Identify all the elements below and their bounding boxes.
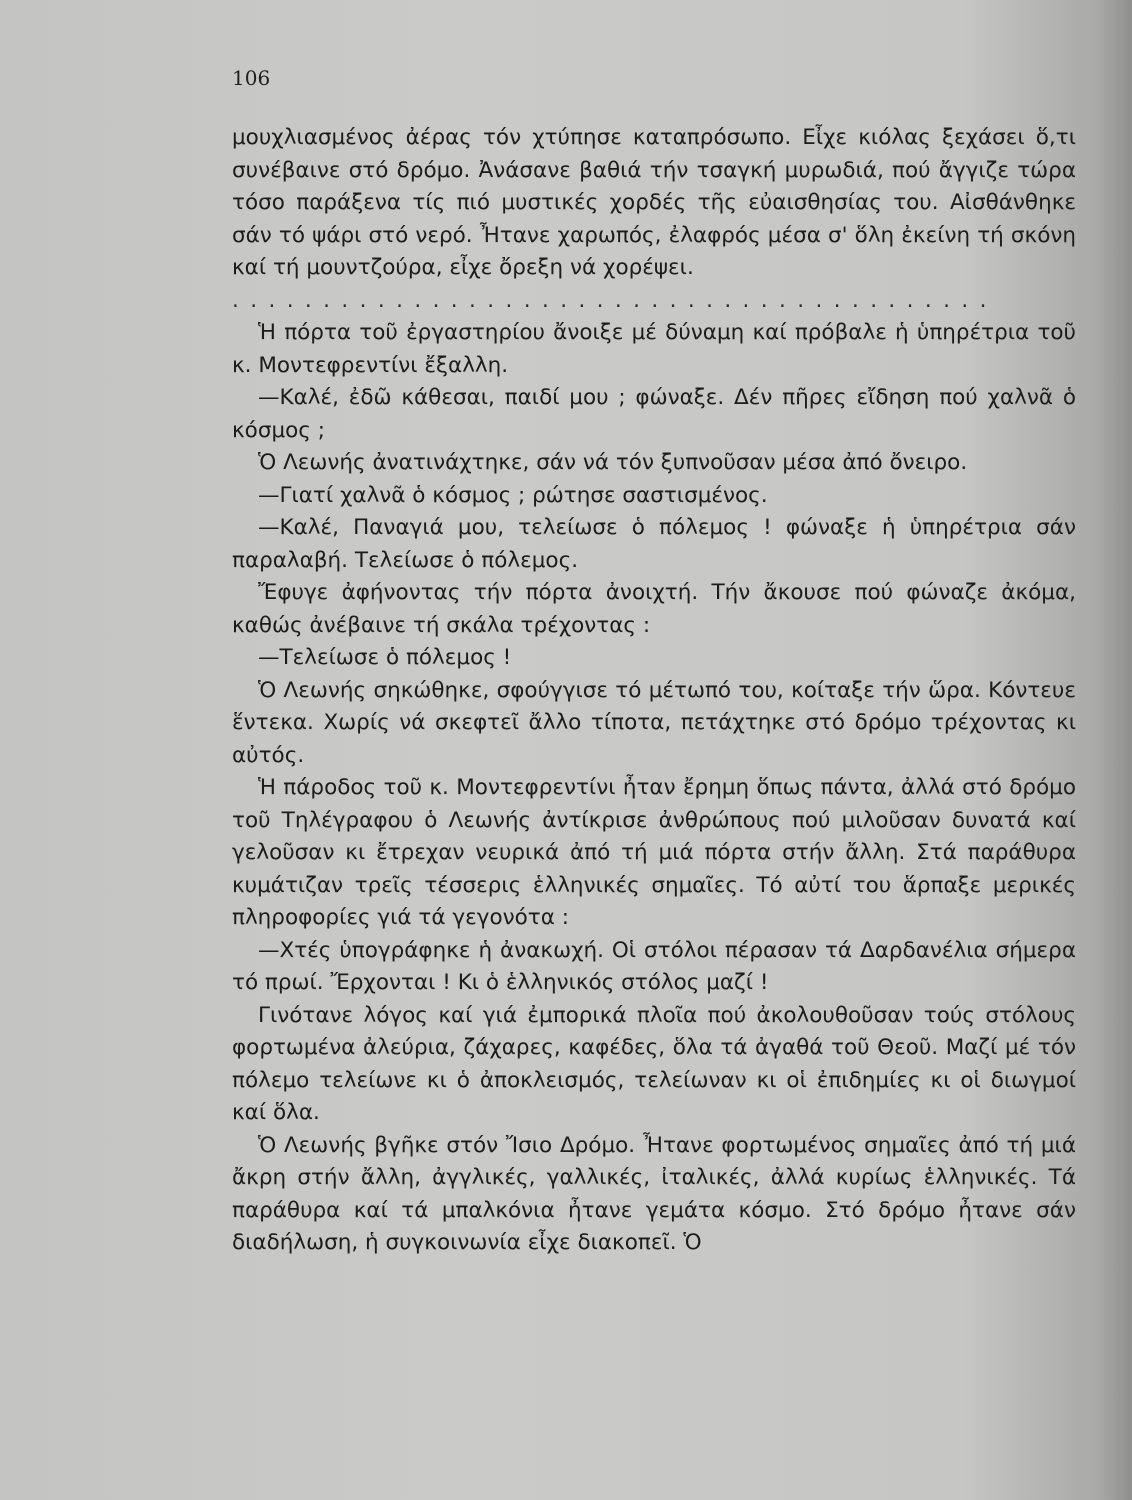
dialogue-line: —Καλέ, Παναγιά μου, τελείωσε ὁ πόλεμος ! φώναξε ἡ ὑπηρέτρια σάν παραλαβή. Τελείωσε ὁ πόλεμος. [232, 515, 1076, 573]
dialogue-line: —Γιατί χαλνᾶ ὁ κόσμος ; ρώτησε σαστισμένος. [258, 482, 768, 508]
paragraph: Ὁ Λεωνής σηκώθηκε, σφούγγισε τό μέτωπό του, κοίταξε τήν ὥρα. Κόντευε ἕντεκα. Χωρίς νά σκεφτεῖ ἄλλο τίποτα, πετάχτηκε στό δρόμο τρέχοντας κι αὐτός. [232, 677, 1076, 768]
paragraph: Ἡ πάροδος τοῦ κ. Μοντεφρεντίνι ἦταν ἔρημη ὅπως πάντα, ἀλλά στό δρόμο τοῦ Τηλέγραφου ὁ Λεωνής ἀντίκρισε ἀνθρώπους πού μιλοῦσαν δυνατά καί γελοῦσαν κι ἔτρεχαν νευρικά ἀπό τή μιά πόρτα στήν ἄλλη. Στά παράθυρα κυμάτιζαν τρεῖς τέσσερις ἑλληνικές σημαῖες. Τό αὐτί του ἅρπαξε μερικές πληροφορίες γιά τά γεγονότα : [232, 775, 1076, 930]
paragraph: Ὁ Λεωνής βγῆκε στόν Ἴσιο Δρόμο. Ἦτανε φορτωμένος σημαῖες ἀπό τή μιά ἄκρη στήν ἄλλη, ἀγγλικές, γαλλικές, ἰταλικές, ἀλλά κυρίως ἑλληνικές. Τά παράθυρα καί τά μπαλκόνια ἦτανε γεμάτα κόσμο. Στό δρόμο ἦτανε σάν διαδήλωση, ἡ συγκοινωνία εἶχε διακοπεῖ. Ὁ [232, 1132, 1076, 1255]
page-number: 106 [232, 66, 271, 90]
dialogue-line: —Χτές ὑπογράφηκε ἡ ἀνακωχή. Οἱ στόλοι πέρασαν τά Δαρδανέλια σήμερα τό πρωί. Ἔρχονται ! Κι ὁ ἑλληνικός στόλος μαζί ! [232, 937, 1076, 995]
section-break-dots: .......................................... [232, 287, 998, 313]
paragraph: Ἔφυγε ἀφήνοντας τήν πόρτα ἀνοιχτή. Τήν ἄκουσε πού φώναζε ἀκόμα, καθώς ἀνέβαινε τή σκάλα τρέχοντας : [232, 580, 1076, 638]
dialogue-line: —Καλέ, ἐδῶ κάθεσαι, παιδί μου ; φώναξε. Δέν πῆρες εἴδηση πού χαλνᾶ ὁ κόσμος ; [232, 385, 1076, 443]
body-text [232, 122, 1076, 1260]
paragraph: Γινότανε λόγος καί γιά ἐμπορικά πλοῖα πού ἀκολουθοῦσαν τούς στόλους φορτωμένα ἀλεύρια, ζάχαρες, καφέδες, ὅλα τά ἀγαθά τοῦ Θεοῦ. Μαζί μέ τόν πόλεμο τελείωνε κι ὁ ἀποκλεισμός, τελείωναν κι οἱ ἐπιδημίες κι οἱ διωγμοί καί ὅλα. [232, 1002, 1076, 1125]
paragraph-continued: μουχλιασμένος ἀέρας τόν χτύπησε καταπρόσωπο. Εἶχε κιόλας ξεχάσει ὅ,τι συνέβαινε στό δρόμο. Ἀνάσανε βαθιά τήν τσαγκή μυρωδιά, πού ἄγγιζε τώρα τόσο παράξενα τίς πιό μυστικές χορδές τῆς εὐαισθησίας του. Αἰσθάνθηκε σάν τό ψάρι στό νερό. Ἦτανε χαρωπός, ἐλαφρός μέσα σ' ὅλη ἐκείνη τή σκόνη καί τή μουντζούρα, εἶχε ὄρεξη νά χορέψει. [232, 125, 1076, 280]
paragraph: Ἡ πόρτα τοῦ ἐργαστηρίου ἄνοιξε μέ δύναμη καί πρόβαλε ἡ ὑπηρέτρια τοῦ κ. Μοντεφρεντίνι ἔξαλλη. [232, 320, 1076, 378]
dialogue-line: —Τελείωσε ὁ πόλεμος ! [258, 645, 512, 670]
paragraph: Ὁ Λεωνής ἀνατινάχτηκε, σάν νά τόν ξυπνοῦσαν μέσα ἀπό ὄνειρο. [258, 450, 968, 475]
